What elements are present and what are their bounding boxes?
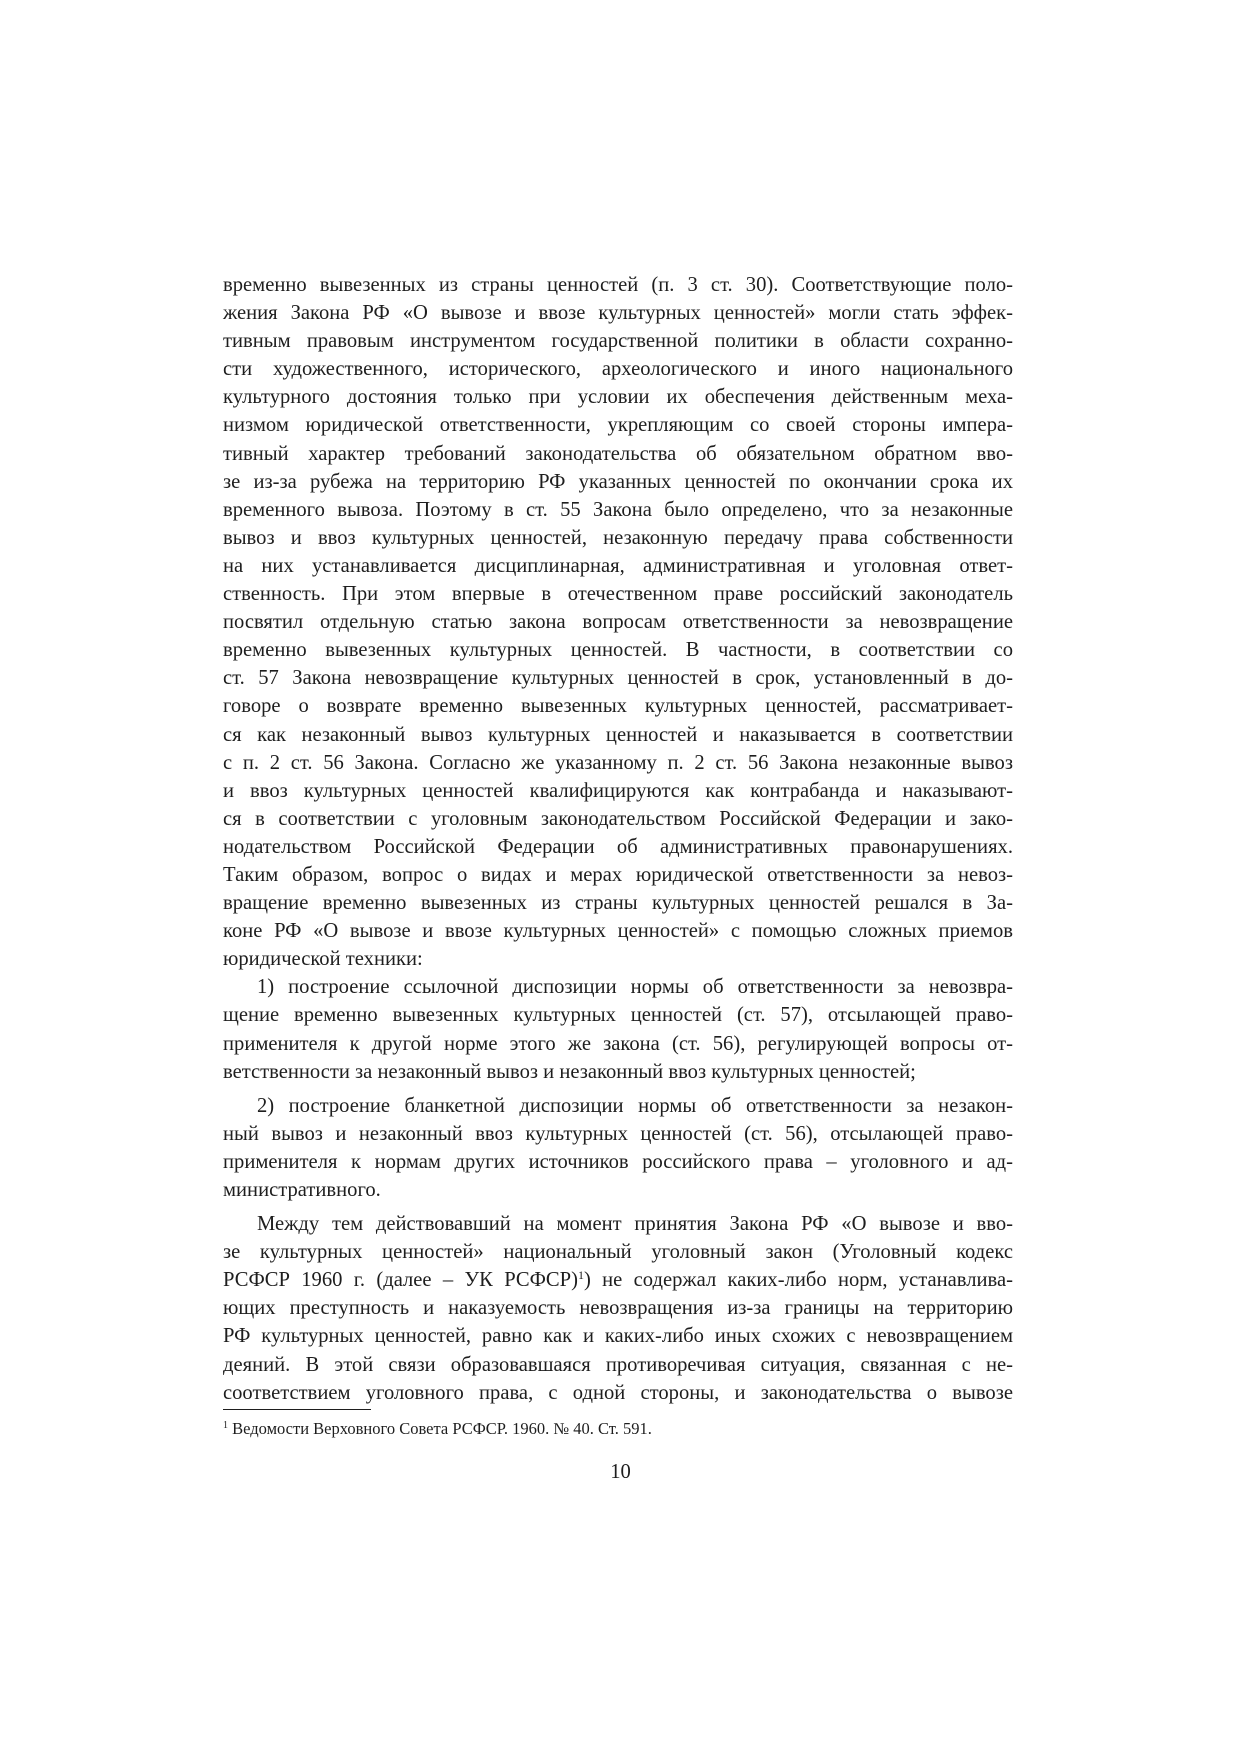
text-line: ся в соответствии с уголовным законодательством Российской Федерации и зако- [223,807,1013,830]
text-line: ветственности за незаконный вывоз и незаконный ввоз культурных ценностей; [223,1060,916,1083]
text-line: временно вывезенных культурных ценностей. В частности, в соответствии со [223,639,1013,662]
text-line: Между тем действовавший на момент принятия Закона РФ «О вывозе и вво- [257,1213,1013,1236]
text-line: соответствием уголовного права, с одной стороны, и законодательства о вывозе [223,1381,1013,1404]
text-line: ный вывоз и незаконный ввоз культурных ценностей (ст. 56), отсылающей право- [223,1122,1013,1145]
text-line: Таким образом, вопрос о видах и мерах юридической ответственности за невоз- [223,863,1013,886]
text-line: посвятил отдельную статью закона вопросам ответственности за невозвращение [223,611,1013,634]
text-line: и ввоз культурных ценностей квалифицируются как контрабанда и наказывают- [223,779,1013,802]
text-line: с п. 2 ст. 56 Закона. Согласно же указанному п. 2 ст. 56 Закона незаконные вывоз [223,751,1013,774]
list-item-2 [223,1092,1013,1204]
text-line: 1) построение ссылочной диспозиции нормы об ответственности за невозвра- [257,976,1013,999]
text-line: вывоз и ввоз культурных ценностей, незаконную передачу права собственности [223,526,1013,549]
text-line: 2) построение бланкетной диспозиции нормы об ответственности за незакон- [257,1094,1013,1117]
text-line: жения Закона РФ «О вывозе и ввозе культурных ценностей» могли стать эффек- [223,302,1013,325]
text-line: зе из-за рубежа на территорию РФ указанных ценностей по окончании срока их [223,470,1013,493]
footnote-separator [223,1409,371,1410]
text-line: применителя к другой норме этого же закона (ст. 56), регулирующей вопросы от- [223,1032,1013,1055]
text-segment: РСФСР 1960 г. (далее – УК РСФСР) [223,1269,578,1292]
text-line: щение временно вывезенных культурных ценностей (ст. 57), отсылающей право- [223,1004,1013,1027]
footnote-marker: 1 [223,1420,228,1431]
paragraph-continuation [223,271,1013,973]
text-line: коне РФ «О вывозе и ввозе культурных ценностей» с помощью сложных приемов [223,920,1013,943]
list-item-1 [223,973,1013,1085]
footnote-text: Ведомости Верховного Совета РСФСР. 1960. № 40. Ст. 591. [232,1419,652,1438]
text-line-with-footnote [223,1266,1013,1294]
footnote-reference[interactable]: 1 [577,1268,584,1283]
text-line: говоре о возврате временно вывезенных культурных ценностей, рассматривает- [223,695,1013,718]
text-line: ся как незаконный вывоз культурных ценностей и наказывается в соответствии [223,723,1013,746]
main-text [223,271,1013,1407]
text-line: тивным правовым инструментом государственной политики в области сохранно- [223,330,1013,353]
text-line: сти художественного, исторического, археологического и иного национального [223,358,1013,381]
text-line: министративного. [223,1179,381,1201]
text-segment: ) не содержал каких-либо норм, устанавлива- [583,1269,1013,1292]
text-line: ющих преступность и наказуемость невозвращения из-за границы на территорию [223,1297,1013,1320]
text-line: юридической техники: [223,948,423,971]
text-line: зе культурных ценностей» национальный уголовный закон (Уголовный кодекс [223,1241,1013,1264]
text-line: культурного достояния только при условии их обеспечения действенным меха- [223,386,1013,409]
text-line: деяний. В этой связи образовавшаяся противоречивая ситуация, связанная с не- [223,1353,1013,1376]
text-line: временного вывоза. Поэтому в ст. 55 Закона было определено, что за незаконные [223,498,1013,521]
text-line: нодательством Российской Федерации об административных правонарушениях. [223,835,1013,858]
text-line: на них устанавливается дисциплинарная, административная и уголовная ответ- [223,554,1013,577]
text-line: РФ культурных ценностей, равно как и каких-либо иных схожих с невозвращением [223,1325,1013,1348]
page-number: 10 [610,1461,631,1483]
paragraph-2 [223,1210,1013,1407]
text-line: ственность. При этом впервые в отечественном праве российский законодатель [223,583,1013,606]
text-line: ст. 57 Закона невозвращение культурных ценностей в срок, установленный в до- [223,667,1013,690]
text-line: тивный характер требований законодательства об обязательном обратном вво- [223,442,1013,465]
text-line: низмом юридической ответственности, укрепляющим со своей стороны импера- [223,414,1013,437]
text-line: временно вывезенных из страны ценностей (п. 3 ст. 30). Соответствующие поло- [223,274,1013,296]
text-line: вращение временно вывезенных из страны культурных ценностей решался в За- [223,892,1013,915]
footnote [223,1418,652,1440]
text-line: применителя к нормам других источников российского права – уголовного и ад- [223,1150,1013,1173]
